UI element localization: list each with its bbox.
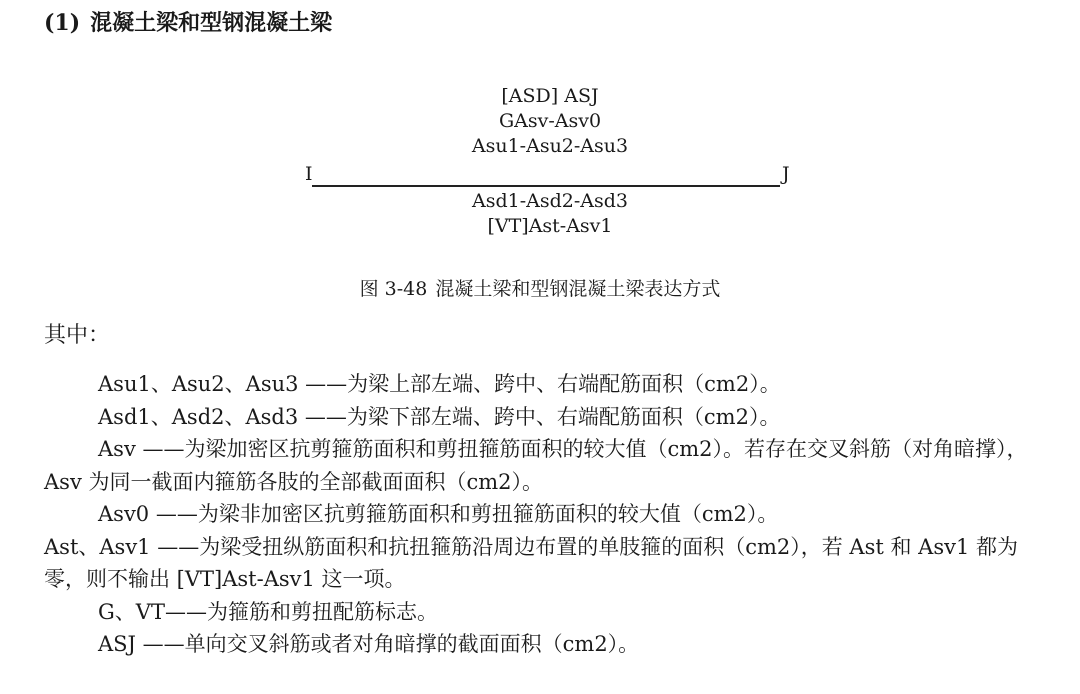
section-title: 混凝土梁和型钢混凝土梁 — [90, 10, 333, 36]
definition-asu: Asu1、Asu2、Asu3 ——为梁上部左端、跨中、右端配筋面积（cm2）。 — [98, 372, 781, 396]
beam-line — [312, 185, 780, 187]
intro-text: 其中： — [44, 323, 111, 348]
figure-caption-text: 混凝土梁和型钢混凝土梁表达方式 — [435, 278, 721, 300]
figure-number: 图 3-48 — [359, 278, 428, 300]
diagram-label-stirrup: GAsv-Asv0 — [498, 110, 602, 132]
section-number: (1) — [44, 10, 81, 36]
figure-caption — [0, 274, 1080, 301]
definition-asv0: Asv0 ——为梁非加密区抗剪箍筋面积和剪扭箍筋面积的较大值（cm2）。 — [98, 502, 779, 526]
definitions-list — [44, 368, 1054, 661]
definition-asd: Asd1、Asd2、Asd3 ——为梁下部左端、跨中、右端配筋面积（cm2）。 — [98, 404, 781, 429]
definition-ast-asv1: Ast、Asv1 ——为梁受扭纵筋面积和抗扭箍筋沿周边布置的单肢箍的面积（cm2），若 Ast 和 Asv1 都为零，则不输出 [VT]Ast-Asv1 这一项。 — [44, 534, 1019, 591]
section-heading — [44, 6, 332, 37]
definition-asv: Asv ——为梁加密区抗剪箍筋面积和剪扭箍筋面积的较大值（cm2）。若存在交叉斜筋（对角暗撑），Asv 为同一截面内箍筋各肢的全部截面面积（cm2）。 — [44, 437, 1028, 494]
diagram-label-top-rebar: Asu1-Asu2-Asu3 — [471, 135, 629, 157]
beam-diagram — [300, 84, 800, 244]
definition-g-vt: G、VT——为箍筋和剪扭配筋标志。 — [98, 599, 438, 624]
diagram-end-j: J — [782, 163, 790, 185]
diagram-end-i: I — [305, 163, 313, 185]
diagram-label-torsion: [VT]Ast-Asv1 — [487, 215, 613, 237]
definition-asj: ASJ ——单向交叉斜筋或者对角暗撑的截面面积（cm2）。 — [98, 632, 640, 656]
diagram-label-asd-asj: [ASD] ASJ — [501, 85, 599, 107]
diagram-label-bottom-rebar: Asd1-Asd2-Asd3 — [471, 190, 628, 212]
